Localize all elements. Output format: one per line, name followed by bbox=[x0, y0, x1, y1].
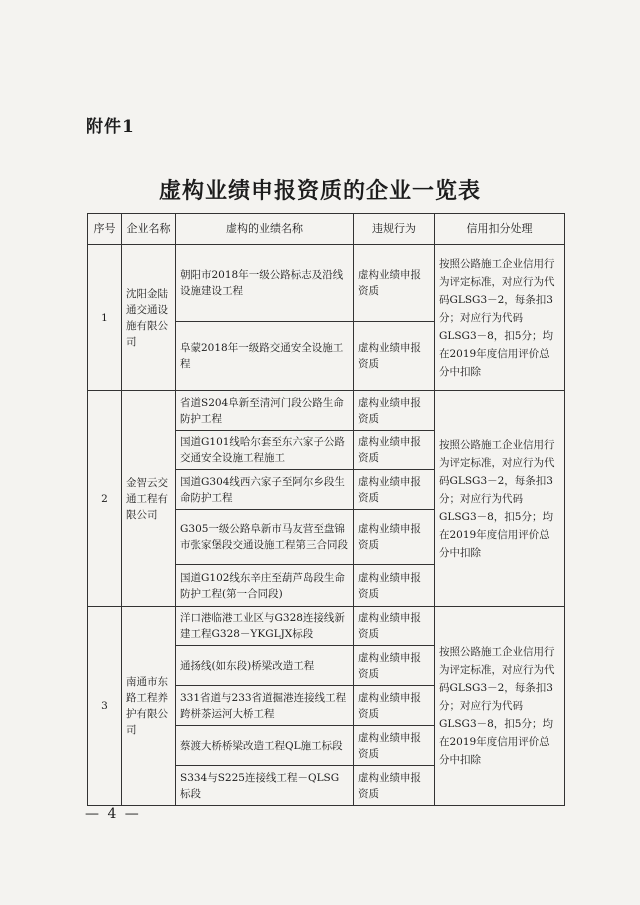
table-row bbox=[88, 607, 565, 646]
document-title: 虚构业绩申报资质的企业一览表 bbox=[158, 178, 481, 204]
project-name: 洋口港临港工业区与G328连接线新建工程G328－YKGLJX标段 bbox=[176, 607, 354, 646]
violation-text: 虚构业绩申报资质 bbox=[354, 726, 435, 766]
violation-text: 虚构业绩申报资质 bbox=[354, 565, 435, 607]
row-company: 金智云交通工程有限公司 bbox=[122, 391, 176, 607]
project-name: 通扬线(如东段)桥梁改造工程 bbox=[176, 646, 354, 686]
header-project: 虚构的业绩名称 bbox=[176, 214, 354, 245]
violation-text: 虚构业绩申报资质 bbox=[354, 245, 435, 322]
header-violation: 违规行为 bbox=[354, 214, 435, 245]
header-company: 企业名称 bbox=[122, 214, 176, 245]
penalty-text: 按照公路施工企业信用行为评定标准，对应行为代码GLSG3－2，每条扣3分；对应行为代码GLSG3－8，扣5分；均在2019年度信用评价总分中扣除 bbox=[435, 607, 565, 806]
enterprise-table bbox=[87, 213, 565, 806]
violation-text: 虚构业绩申报资质 bbox=[354, 766, 435, 806]
project-name: G305一级公路阜新市马友营至盘锦市张家堡段交通设施工程第三合同段 bbox=[176, 510, 354, 565]
table-row bbox=[88, 391, 565, 431]
row-company: 南通市东路工程养护有限公司 bbox=[122, 607, 176, 806]
project-name: S334与S225连接线工程－QLSG标段 bbox=[176, 766, 354, 806]
violation-text: 虚构业绩申报资质 bbox=[354, 470, 435, 510]
project-name: 国道G101线哈尔套至东六家子公路交通安全设施工程施工 bbox=[176, 431, 354, 470]
project-name: 国道G102线东辛庄至葫芦岛段生命防护工程(第一合同段) bbox=[176, 565, 354, 607]
violation-text: 虚构业绩申报资质 bbox=[354, 391, 435, 431]
row-seq: 1 bbox=[88, 245, 122, 391]
project-name: 阜蒙2018年一级路交通安全设施工程 bbox=[176, 322, 354, 391]
violation-text: 虚构业绩申报资质 bbox=[354, 431, 435, 470]
violation-text: 虚构业绩申报资质 bbox=[354, 686, 435, 726]
penalty-text: 按照公路施工企业信用行为评定标准，对应行为代码GLSG3－2，每条扣3分；对应行为代码GLSG3－8，扣5分；均在2019年度信用评价总分中扣除 bbox=[435, 245, 565, 391]
table-header-row bbox=[88, 214, 565, 245]
page-number: — 4 — bbox=[85, 806, 141, 822]
header-penalty: 信用扣分处理 bbox=[435, 214, 565, 245]
row-seq: 2 bbox=[88, 391, 122, 607]
table-row bbox=[88, 245, 565, 322]
header-seq: 序号 bbox=[88, 214, 122, 245]
project-name: 331省道与233省道掘港连接线工程跨栟茶运河大桥工程 bbox=[176, 686, 354, 726]
violation-text: 虚构业绩申报资质 bbox=[354, 510, 435, 565]
violation-text: 虚构业绩申报资质 bbox=[354, 607, 435, 646]
attachment-label: 附件1 bbox=[86, 117, 135, 137]
project-name: 国道G304线西六家子至阿尔乡段生命防护工程 bbox=[176, 470, 354, 510]
row-company: 沈阳金陆通交通设施有限公司 bbox=[122, 245, 176, 391]
penalty-text: 按照公路施工企业信用行为评定标准，对应行为代码GLSG3－2，每条扣3分；对应行为代码GLSG3－8，扣5分；均在2019年度信用评价总分中扣除 bbox=[435, 391, 565, 607]
row-seq: 3 bbox=[88, 607, 122, 806]
project-name: 朝阳市2018年一级公路标志及沿线设施建设工程 bbox=[176, 245, 354, 322]
violation-text: 虚构业绩申报资质 bbox=[354, 322, 435, 391]
project-name: 省道S204阜新至清河门段公路生命防护工程 bbox=[176, 391, 354, 431]
violation-text: 虚构业绩申报资质 bbox=[354, 646, 435, 686]
project-name: 蔡渡大桥桥梁改造工程QL施工标段 bbox=[176, 726, 354, 766]
